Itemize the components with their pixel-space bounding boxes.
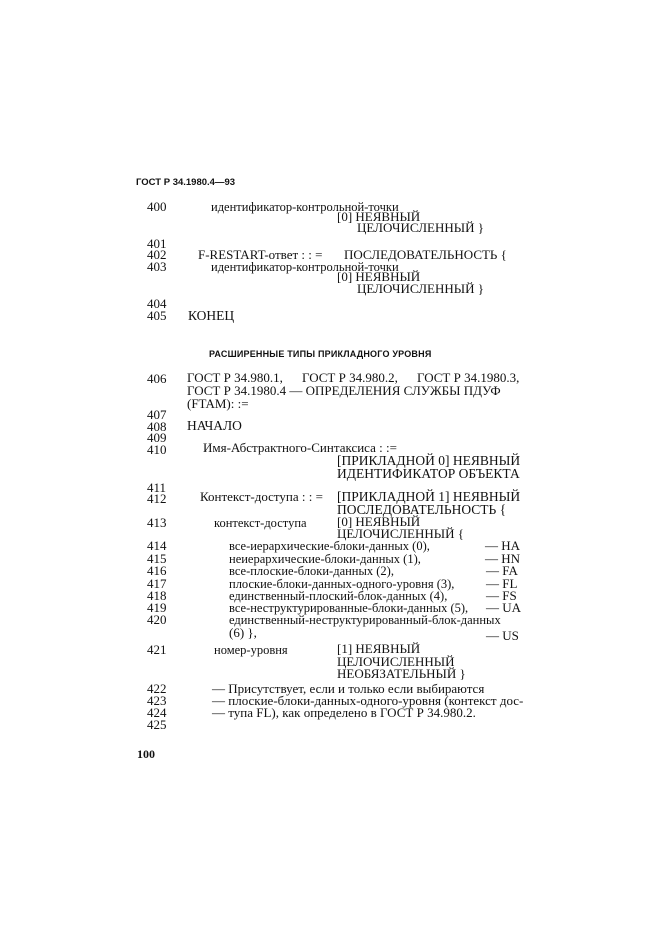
code-line: все-плоские-блоки-данных (2), (229, 564, 394, 578)
code-line: ГОСТ Р 34.980.2, (302, 370, 398, 385)
code-line: идентификатор-контрольной-точки (211, 260, 399, 274)
code-line: идентификатор-контрольной-точки (211, 200, 399, 214)
line-number: 404 (147, 296, 167, 311)
code-line: ИДЕНТИФИКАТОР ОБЪЕКТА (337, 466, 520, 481)
code-line: ГОСТ Р 34.980.1, (187, 370, 283, 385)
code-line: — UA (486, 600, 522, 615)
code-line: F-RESTART-ответ : : = (198, 247, 323, 262)
code-line: ПОСЛЕДОВАТЕЛЬНОСТЬ { (337, 502, 507, 517)
line-number: 424 (147, 705, 167, 720)
code-line: [1] НЕЯВНЫЙ (337, 641, 421, 656)
code-line: единственный-неструктурированный-блок-данных (229, 613, 501, 627)
code-line: (6) }, (229, 625, 257, 640)
line-number: 410 (147, 442, 167, 457)
code-line: [0] НЕЯВНЫЙ (337, 209, 421, 224)
code-line: — FA (486, 563, 518, 578)
line-number: 403 (147, 259, 167, 274)
code-line: номер-уровня (214, 643, 288, 657)
line-number: 402 (147, 247, 167, 262)
line-number: 407 (147, 407, 167, 422)
code-line: (FTAM): := (187, 396, 249, 411)
page-number: 100 (137, 747, 155, 761)
line-number: 423 (147, 693, 167, 708)
line-number: 401 (147, 236, 167, 251)
line-number: 421 (147, 642, 167, 657)
line-number: 418 (147, 588, 167, 603)
code-line: все-неструктурированные-блоки-данных (5), (229, 601, 469, 615)
line-number: 413 (147, 515, 167, 530)
code-line: ЦЕЛОЧИСЛЕННЫЙ } (357, 220, 484, 235)
code-line: неиерархические-блоки-данных (1), (229, 552, 421, 566)
code-line: НАЧАЛО (187, 418, 242, 433)
code-line: плоские-блоки-данных-одного-уровня (3), (229, 577, 455, 591)
code-line: [ПРИКЛАДНОЙ 1] НЕЯВНЫЙ (337, 489, 521, 504)
code-line: НЕОБЯЗАТЕЛЬНЫЙ } (337, 666, 466, 681)
line-number: 419 (147, 600, 167, 615)
line-number: 416 (147, 563, 167, 578)
line-number: 408 (147, 419, 167, 434)
code-line: ЦЕЛОЧИСЛЕННЫЙ (337, 654, 455, 669)
code-line: [0] НЕЯВНЫЙ (337, 514, 421, 529)
line-number: 406 (147, 371, 167, 386)
line-number: 415 (147, 551, 167, 566)
code-line: ГОСТ Р 34.1980.4 — ОПРЕДЕЛЕНИЯ СЛУЖБЫ ПДУФ (187, 383, 501, 398)
code-line: ЦЕЛОЧИСЛЕННЫЙ { (337, 526, 464, 541)
code-line: [ПРИКЛАДНОЙ 0] НЕЯВНЫЙ (337, 453, 521, 468)
code-line: — US (486, 628, 519, 643)
line-number: 411 (147, 480, 167, 495)
code-line: Контекст-доступа : : = (200, 489, 323, 504)
running-header: ГОСТ Р 34.1980.4—93 (136, 177, 236, 188)
code-line: все-иерархические-блоки-данных (0), (229, 539, 430, 553)
line-number: 425 (147, 717, 167, 732)
code-line: [0] НЕЯВНЫЙ (337, 269, 421, 284)
code-line: — HN (485, 551, 521, 566)
code-line: ПОСЛЕДОВАТЕЛЬНОСТЬ { (344, 247, 507, 262)
code-line: КОНЕЦ (188, 308, 235, 323)
line-number: 405 (147, 308, 167, 323)
line-number: 417 (147, 576, 167, 591)
code-line: ЦЕЛОЧИСЛЕННЫЙ } (357, 281, 484, 296)
section-title: РАСШИРЕННЫЕ ТИПЫ ПРИКЛАДНОГО УРОВНЯ (209, 349, 432, 359)
code-line: единственный-плоский-блок-данных (4), (229, 589, 448, 603)
code-line: контекст-доступа (214, 516, 307, 530)
line-number: 400 (147, 199, 167, 214)
code-line: — плоские-блоки-данных-одного-уровня (контекст дос- (212, 693, 524, 708)
line-number: 409 (147, 430, 167, 445)
code-line: — FL (486, 576, 518, 591)
line-number: 412 (147, 491, 167, 506)
code-line: ГОСТ Р 34.1980.3, (417, 370, 520, 385)
code-line: — FS (486, 588, 517, 603)
line-number: 420 (147, 612, 167, 627)
code-line: — Присутствует, если и только если выбираются (212, 681, 485, 696)
code-line: Имя-Абстрактного-Синтаксиса : := (203, 440, 397, 455)
line-number: 414 (147, 538, 167, 553)
code-line: — HA (485, 538, 521, 553)
code-line: — тупа FL), как определено в ГОСТ Р 34.980.2. (212, 705, 476, 720)
line-number: 422 (147, 681, 167, 696)
